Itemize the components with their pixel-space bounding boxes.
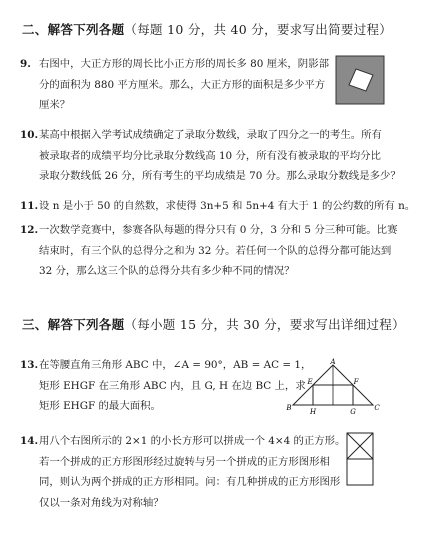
- problem-text-line: 一次数学竞赛中，参赛各队每题的得分只有 0 分，3 分和 5 分三种可能。比赛: [39, 224, 398, 236]
- vertex-label-b: B: [286, 404, 292, 412]
- problem-text-line: 同，则认为两个拼成的正方形相同。问：有几种拼成的正方形图形: [39, 476, 341, 488]
- problem-number: 14.: [20, 435, 39, 447]
- problem-text-line: 某高中根据入学考试成绩确定了录取分数线，录取了四分之一的考生。所有: [39, 129, 382, 141]
- problem-number: 9.: [20, 58, 31, 70]
- section-2-heading: [22, 20, 392, 38]
- section-2-title: 二、解答下列各题: [22, 22, 125, 37]
- vertex-label-f: F: [353, 378, 359, 386]
- problem-text-line: 矩形 EHGF 的最大面积。: [39, 400, 161, 412]
- vertex-label-e: E: [307, 378, 313, 386]
- vertex-label-h: H: [309, 408, 317, 416]
- problem-text-line: 右图中，大正方形的周长比小正方形的周长多 80 厘米，阴影部: [39, 58, 329, 70]
- problem-number: 11.: [20, 200, 39, 212]
- domino-figure: [345, 431, 375, 487]
- section-3-note: （每小题 15 分，共 30 分，要求写出详细过程）: [124, 317, 405, 332]
- problem-number: 12.: [20, 224, 39, 236]
- vertex-label-a: A: [330, 358, 336, 366]
- problem-number: 13.: [20, 359, 39, 371]
- problem-text-line: 在等腰直角三角形 ABC 中，∠A = 90°，AB = AC = 1，: [39, 359, 312, 371]
- problem-number: 10.: [20, 129, 39, 141]
- problem-text-line: 仅以一条对角线为对称轴？: [39, 496, 164, 509]
- problem-text-line: 32 分，那么这三个队的总得分共有多少种不同的情况？: [39, 265, 295, 277]
- problem-text-line: 厘米？: [39, 99, 71, 111]
- problem-text-line: 结束时，有三个队的总得分之和为 32 分。若任何一个队的总得分都可能达到: [39, 244, 392, 257]
- triangle-rectangle-figure: [283, 358, 383, 418]
- problem-text-line: 录取分数线低 26 分，所有考生的平均成绩是 70 分。那么录取分数线是多少？: [39, 170, 401, 182]
- section-3-title: 三、解答下列各题: [22, 317, 125, 332]
- problem-text-line: 被录取者的成绩平均分比录取分数线高 10 分，所有没有被录取的平均分比: [39, 149, 381, 162]
- vertex-label-g: G: [350, 408, 356, 416]
- problem-text-line: 矩形 EHGF 在三角形 ABC 内，且 G, H 在边 BC 上，求: [39, 379, 306, 392]
- squares-figure: [335, 55, 385, 105]
- section-2-note: （每题 10 分，共 40 分，要求写出简要过程）: [124, 22, 393, 37]
- problem-text-line: 用八个右图所示的 2×1 的小长方形可以拼成一个 4×4 的正方形。: [39, 435, 346, 447]
- problem-text-line: 设 n 是小于 50 的自然数，求使得 3n+5 和 5n+4 有大于 1 的公约数的所有 n。: [39, 200, 416, 212]
- vertex-label-c: C: [374, 404, 380, 412]
- problem-text-line: 若一个拼成的正方形图形经过旋转与另一个拼成的正方形图形相: [39, 455, 330, 468]
- section-3-heading: [22, 315, 405, 333]
- problem-text-line: 分的面积为 880 平方厘米。那么，大正方形的面积是多少平方: [39, 78, 326, 91]
